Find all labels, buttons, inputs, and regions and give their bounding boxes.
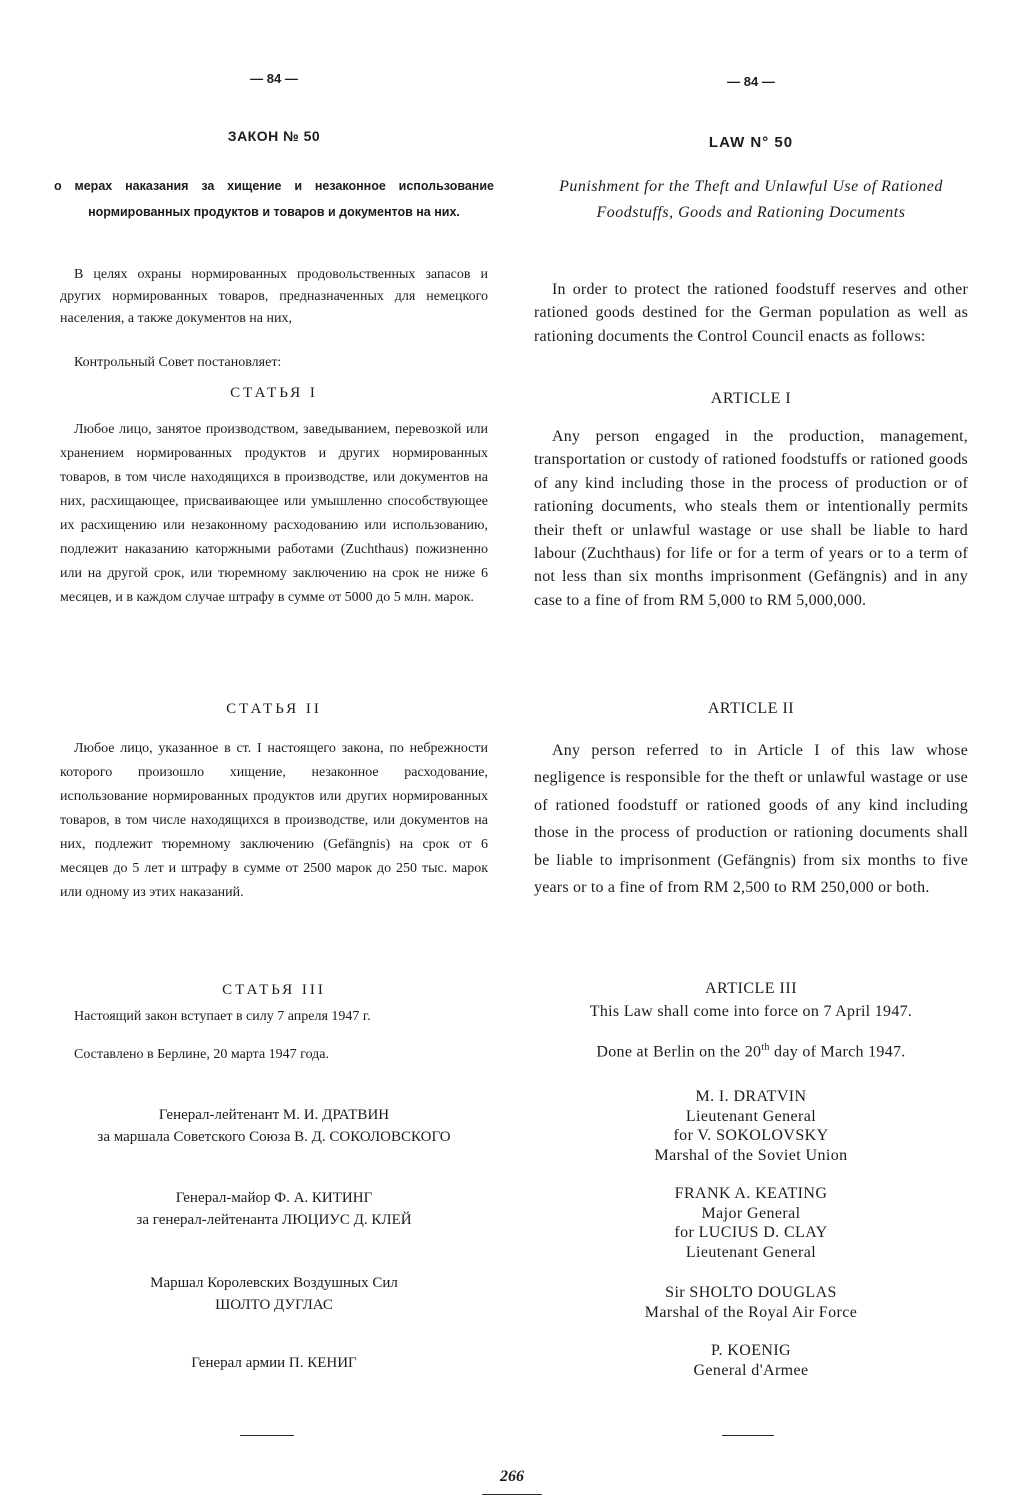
en-article-3-heading: ARTICLE III [704,980,798,997]
ru-signature-line: за генерал-лейтенанта ЛЮЦИУС Д. КЛЕЙ [136,1212,412,1228]
en-signature-line: Marshal of the Royal Air Force [644,1303,858,1321]
en-done-at-ordinal: th [761,1042,770,1053]
en-signature-block [534,1283,968,1322]
en-article-1-text: Any person engaged in the production, management, transportation or custody of rationed foodstuffs or rationed goods of any kind including those in the process of production or of rationing documents, who steals them or intentionally permits their theft or unlawful wastage or use shall be liable to hard labour (Zuchthaus) for life or for a term of years or to a term of not less than six months imprisonment (Gefängnis) and in any case to a fine of from RM 5,000 to RM 5,000,000. [534,428,968,609]
en-signature-line: M. I. DRATVIN [695,1088,807,1105]
ru-article-1-heading: СТАТЬЯ I [230,385,318,401]
en-done-at-prefix: Done at Berlin on the 20 [596,1043,762,1061]
en-preamble: In order to protect the rationed foodstuff reserves and other rationed goods destined for the German population as well as rationing documents the Control Council enacts as follows: [534,281,968,345]
en-signature-line: Lieutenant General [685,1243,817,1261]
en-law-title: LAW N° 50 [708,134,794,151]
en-law-subtitle: Punishment for the Theft and Unlawful Use of Rationed Foodstuffs, Goods and Rationing Documents [559,178,943,221]
ru-article-1-text: Любое лицо, занятое производством, заведыванием, перевозкой или хранением нормированных продуктов и других нормированных товаров, в том числе находящихся в производстве, или документов на них, расхищающее, присваивающее или умышленно способствующее их расхищению или незаконному расходованию или использованию, подлежит наказанию каторжными работами (Zuchthaus) пожизненно или на другой срок, или тюремному заключению на срок не ниже 6 месяцев, и в каждом случае штрафу в сумме от 5000 до 5 млн. марок. [60,422,488,605]
en-signature-line: Marshal of the Soviet Union [654,1146,848,1164]
en-signature-block [534,1341,968,1380]
ru-law-title: ЗАКОН № 50 [227,128,321,144]
en-signature-line: General d'Armee [693,1361,809,1379]
ru-end-rule [240,1435,294,1436]
ru-article-3-heading: СТАТЬЯ III [222,982,326,998]
en-article-2-text: Any person referred to in Article I of this law whose negligence is responsible for the theft or unlawful wastage or use of rationed foodstuff or rationed goods of any kind including those in the process of production or rationing documents shall be liable to imprisonment (Gefängnis) from six months to five years or to a fine of from RM 2,500 to RM 250,000 or both. [534,742,968,897]
en-done-at-suffix: day of March 1947. [769,1043,906,1061]
ru-signature-block [60,1187,488,1231]
ru-signature-block [60,1272,488,1316]
ru-done-at: Составлено в Берлине, 20 марта 1947 года. [74,1047,330,1062]
ru-article-2-text: Любое лицо, указанное в ст. I настоящего закона, по небрежности которого произошло хищение, незаконное расходование, использование нормированных продуктов или других нормированных товаров, в том числе находящихся в производстве, или документов на них, подлежит тюремному заключению (Gefängnis) на срок от 6 месяцев до 5 лет и штрафу в сумме от 2500 марок до 250 тыс. марок или одному из этих наказаний. [60,741,488,900]
ru-page-number: — 84 — [250,71,298,86]
en-signature-block [534,1087,968,1165]
en-signature-block [534,1184,968,1262]
en-signature-line: for LUCIUS D. CLAY [674,1224,828,1241]
ru-signature-line: Маршал Королевских Воздушных Сил [150,1275,398,1291]
folio-underline [482,1494,542,1495]
en-article-3-text: This Law shall come into force on 7 April 1947. [589,1003,913,1020]
folio-number: 266 [500,1468,524,1485]
ru-signature-line: Генерал-лейтенант М. И. ДРАТВИН [158,1107,390,1123]
en-article-1-heading: ARTICLE I [710,390,792,407]
ru-preamble: В целях охраны нормированных продовольственных запасов и других нормированных товаров, предназначенных для немецкого населения, а также документов на них, [60,267,488,326]
en-signature-line: P. KOENIG [710,1342,792,1359]
en-done-at [534,1042,968,1061]
en-signature-line: for V. SOKOLOVSKY [673,1127,829,1144]
ru-signature-block [60,1104,488,1148]
ru-law-subtitle: о мерах наказания за хищение и незаконное использование нормированных продуктов и товаров и документов на них. [54,179,494,219]
ru-signature-line: Генерал армии П. КЕНИГ [191,1355,357,1371]
en-article-2-heading: ARTICLE II [707,700,795,717]
ru-article-3-text: Настоящий закон вступает в силу 7 апреля 1947 г. [74,1009,371,1024]
ru-signature-line: ШОЛТО ДУГЛАС [215,1297,333,1313]
en-signature-line: Major General [701,1204,801,1222]
en-page-number: — 84 — [727,74,775,89]
ru-signature-line: Генерал-майор Ф. А. КИТИНГ [175,1190,373,1206]
en-signature-line: Sir SHOLTO DOUGLAS [665,1284,837,1301]
en-signature-line: FRANK A. KEATING [674,1185,828,1202]
ru-enacting-clause: Контрольный Совет постановляет: [74,355,282,370]
en-signature-line: Lieutenant General [685,1107,817,1125]
en-end-rule [722,1435,774,1436]
ru-signature-block [60,1352,488,1374]
ru-signature-line: за маршала Советского Союза В. Д. СОКОЛОВСКОГО [97,1129,451,1145]
ru-article-2-heading: СТАТЬЯ II [226,701,322,717]
